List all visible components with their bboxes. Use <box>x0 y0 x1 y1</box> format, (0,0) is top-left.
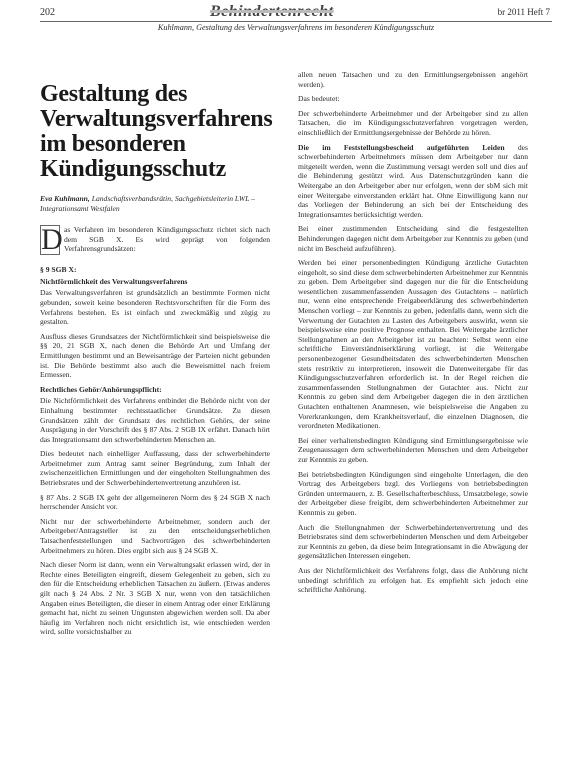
intro-block <box>40 225 270 255</box>
page-header <box>40 4 552 22</box>
title-line-3: im besonderen <box>40 131 186 157</box>
right-paragraph: Bei betriebsbedingten Kündigungen sind eingeholte Unterlagen, die den Vortrag des Arbeitgebers bzgl. des Vorliegens von betriebsbedingten Gründen untermauern, z. B. Gesellschafterbeschluss, Umsatzbelege, sowie der Arbeitgeber diese freigibt, dem schwerbehinderten Arbeitnehmer zur Kenntnis zu geben. <box>298 469 528 517</box>
right-paragraph: Aus der Nichtförmlichkeit des Verfahrens folgt, dass die Anhörung nicht unbedingt schriftlich zu erfolgen hat. Es empfiehlt sich jedoch eine schriftliche Anhörung. <box>298 565 528 595</box>
paragraph-text: des schwerbehinderten Arbeitnehmers müssen dem Arbeitgeber nur dann mitgeteilt werden, wenn die Zustimmung versagt werden soll und dies auf die Behinderung gestützt wird. Aus Datenschutzgründen kann die Weitergabe an den Arbeitgeber aber nur erfolgen, wenn der sbM sich mit einer Weitergabe einverstanden erklärt hat. Ohne Einwilligung kann nur das Vorliegen der Behinderung an sich bei der Entscheidung des Integrationsamtes berücksichtigt werden. <box>298 142 528 219</box>
section1-heading2: Nichtförmlichkeit des Verwaltungsverfahrens <box>40 276 188 286</box>
title-line-4: Kündigungsschutz <box>40 156 226 182</box>
section2-heading: Rechtliches Gehör/Anhörungspflicht: <box>40 384 162 394</box>
section2-paragraph: Nicht nur der schwerbehinderte Arbeitnehmer, sondern auch der Arbeitgeber/Antragsteller ist zu den entscheidungserheblichen Tatsachenfeststellungen und Sachvorträgen des schwerbehinderten Arbeitnehmers zu hören. Dies ergibt sich aus § 24 SGB X. <box>40 516 270 555</box>
right-paragraph: Auch die Stellungnahmen der Schwerbehindertenvertretung und des Betriebsrates sind dem schwerbehinderten Menschen und dem Arbeitgeber zur Kenntnis zu geben, da diese beim Integrationsamt in die Abwägung der gegensätzlichen Interessen eingehen. <box>298 522 528 561</box>
right-column <box>298 70 528 600</box>
right-paragraph: allen neuen Tatsachen und zu den Ermittlungsergebnissen angehört werden). <box>298 70 528 89</box>
author-block <box>40 194 270 213</box>
right-paragraph: Der schwerbehinderte Arbeitnehmer und der Arbeitgeber sind zu allen Tatsachen, die im Kündigungsschutzverfahren vorgetragen werden, einschließlich der Ermittlungsergebnisse der Behörde zu hören. <box>298 108 528 137</box>
section2-paragraph: Dies bedeutet nach einhelliger Auffassung, dass der schwerbehinderte Arbeitnehmer zum Antrag samt seiner Begründung, zum Inhalt der zwischenzeitlichen Ermittlungen und der eingeholten Stellungnahmen des Betriebsrates und der Schwerbehindertenvertretung anzuhören ist. <box>40 449 270 488</box>
bold-phrase: Die im Feststellungsbescheid aufgeführten Leiden <box>298 142 505 152</box>
section2-paragraph: Die Nichtförmlichkeit des Verfahrens entbindet die Behörde nicht von der Einhaltung bestimmter rechtsstaatlicher Grundsätze. Zu diesen Grundsätzen zählt der Grundsatz des rechtlichen Gehörs, der seine Ausprägung in der Vorschrift des § 87 Abs. 2 SGB IX erfährt. Danach hört das Integrationsamt den schwerbehinderten Menschen an. <box>40 396 270 444</box>
header-rule <box>40 21 552 22</box>
right-paragraph: Bei einer verhaltensbedingten Kündigung sind Ermittlungsergebnisse wie Zeugenaussagen dem schwerbehinderten Menschen und dem Arbeitgeber zur Kenntnis zu geben. <box>298 435 528 464</box>
journal-title: Behindertenrecht <box>210 3 334 20</box>
author-affiliation: Landschaftsverbandsrätin, Sachgebietsleiterin LWL – Integrationsamt Westfalen <box>40 194 255 213</box>
right-paragraph <box>298 143 528 220</box>
section2-paragraph: Nach dieser Norm ist dann, wenn ein Verwaltungsakt erlassen wird, der in Rechte eines Beteiligten eingreift, diesem Gelegenheit zu geben, sich zu den für die Entscheidung erheblichen Tatsachen zu äußern. (Etwas anderes gilt nach § 24 Abs. 2 Nr. 3 SGB X nur, wenn von den tatsächlichen Angaben eines Beteiligten, die dieser in einem Antrag oder einer Erklärung gemacht hat, nicht zu seinen Ungunsten abgewichen werden soll. Da aber häufig im Verfahren noch nicht ersichtlich ist, wie entschieden werden wird, sollte vorsichtshalber zu <box>40 560 270 637</box>
section1-heading1: § 9 SGB X: <box>40 265 77 275</box>
title-line-2: Verwaltungsverfahrens <box>40 106 273 132</box>
intro-text: as Verfahren im besonderen Kündigungsschutz richtet sich nach dem SGB X. Es wird geprägt von folgenden Verfahrensgrundsätzen: <box>64 225 270 254</box>
article-title <box>40 81 273 182</box>
author-name: Eva Kuhlmann, <box>40 194 90 203</box>
right-paragraph: Werden bei einer personenbedingten Kündigung ärztliche Gutachten eingeholt, so sind diese dem schwerbehinderten Arbeitnehmer zur Kenntnis zu geben. Dem Arbeitgeber sind dagegen nur die für die Entscheidung wesentlichen zusammenfassenden Aussagen des Gutachtens – natürlich nur, wenn eine entsprechende Freigabeerklärung des schwerbehinderten Menschen vorliegt – zur Kenntnis zu geben, jedenfalls dann, wenn sich die Verwertung der Gutachten zu Lasten des Arbeitgebers auswirkt, wenn sie beispielsweise eine positive Prognose enthalten. Bei Weitergabe ärztlicher Stellungnahmen an den Arbeitgeber ist zu beachten: Selbst wenn eine schriftliche Einverständniserklärung vorliegt, ist die Weitergabe personenbezogener Gesundheitsdaten des schwerbehinderten Menschen stets restriktiv zu interpretieren, insoweit die Datenweitergabe für das Kündigungsschutzverfahren erforderlich ist. In der Regel reichen die zusammenfassenden Stellungnahmen der Gutachter aus. Nicht zur Kenntnis zu geben sind dem Arbeitgeber dagegen die in den ärztlichen Gutachten enthaltenen Anamnesen, wie beispielsweise die Angaben zu Vorerkrankungen, dem Krankheitsverlauf, die einzelnen Diagnosen, die verordneten Medikationen. <box>298 258 528 431</box>
title-line-1: Gestaltung des <box>40 81 188 107</box>
page-number: 202 <box>40 7 55 18</box>
right-paragraph: Das bedeutet: <box>298 94 340 104</box>
section1-paragraph: Das Verwaltungsverfahren ist grundsätzlich an bestimmte Formen nicht gebunden, soweit keine besonderen Rechtsvorschriften für die Form des Verfahrens bestehen. Es ist einfach und zweckmäßig und zügig zu gestalten. <box>40 288 270 327</box>
issue-label: br 2011 Heft 7 <box>497 7 550 17</box>
section2-paragraph: § 87 Abs. 2 SGB IX geht der allgemeineren Norm des § 24 SGB X nach herrschender Ansicht vor. <box>40 492 270 512</box>
running-title: Kuhlmann, Gestaltung des Verwaltungsverfahrens im besonderen Kündigungsschutz <box>157 23 435 32</box>
right-paragraph: Bei einer zustimmenden Entscheidung sind die festgestellten Behinderungen dagegen nicht dem Arbeitgeber zur Kenntnis zu geben (und nicht im Bescheid aufzuführen). <box>298 224 528 253</box>
section1-paragraph: Ausfluss dieses Grundsatzes der Nichtförmlichkeit sind beispielsweise die §§ 20, 21 SGB X, nach denen die Behörde Art und Umfang der Ermittlungen bestimmt und an Beweisanträge der Parteien nicht gebunden ist. Die Behörde bestimmt also auch die Beweismittel nach freiem Ermessen. <box>40 331 270 380</box>
left-column <box>40 70 273 642</box>
drop-cap: D <box>41 223 63 257</box>
